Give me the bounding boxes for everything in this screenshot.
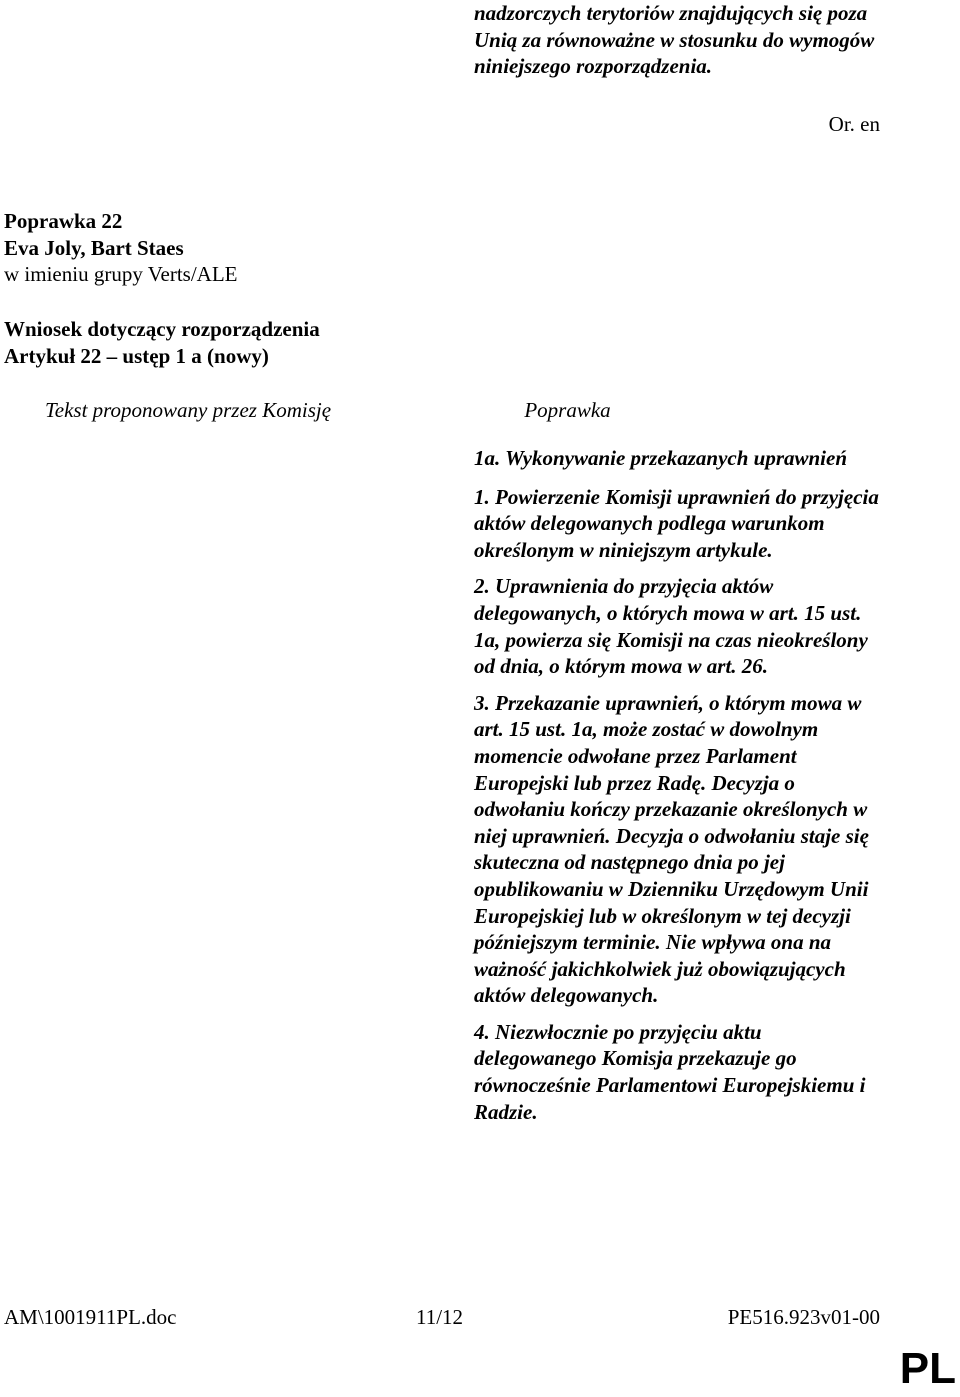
amendment-body xyxy=(474,445,884,1135)
amendment-number: Poprawka 22 xyxy=(4,209,123,233)
amendment-group: w imieniu grupy Verts/ALE xyxy=(4,262,238,286)
amendment-paragraph-3: 3. Przekazanie uprawnień, o którym mowa w art. 15 ust. 1a, może zostać w dowolnym momencie odwołane przez Parlament Europejski lub przez Radę. Decyzja o odwołaniu kończy przekazanie określonych w niej uprawnień. Decyzja o odwołaniu staje się skuteczna od następnego dnia po jej opublikowaniu w Dzienniku Urzędowym Unii Europejskiej lub w określonym w tej decyzji późniejszym terminie. Nie wpływa ona na ważność jakichkolwiek już obowiązujących aktów delegowanych. xyxy=(474,690,869,1008)
amendment-article-title: 1a. Wykonywanie przekazanych uprawnień xyxy=(474,446,848,470)
footer-file-reference: AM\1001911PL.doc xyxy=(4,1305,177,1329)
footer-pe-reference: PE516.923v01-00 xyxy=(727,1305,880,1329)
amendment-paragraph-4: 4. Niezwłocznie po przyjęciu aktu delegowanego Komisja przekazuje go równocześnie Parlamentowi Europejskiemu i Radzie. xyxy=(474,1019,866,1124)
amendment-subject xyxy=(4,316,464,370)
subject-document: Wniosek dotyczący rozporządzenia xyxy=(4,317,320,341)
subject-article: Artykuł 22 – ustęp 1 a (nowy) xyxy=(4,344,269,368)
amendment-header xyxy=(4,208,464,288)
amendment-paragraph-2: 2. Uprawnienia do przyjęcia aktów delegowanych, o których mowa w art. 15 ust. 1a, powierza się Komisji na czas nieokreślony od dnia, o którym mowa w art. 26. xyxy=(474,574,868,679)
column-heading-amendment: Poprawka xyxy=(524,398,611,422)
amendment-paragraph-1: 1. Powierzenie Komisji uprawnień do przyjęcia aktów delegowanych podlega warunkom określonym w niniejszym artykule. xyxy=(474,484,879,562)
language-badge: PL xyxy=(899,1344,956,1393)
column-heading-commission: Tekst proponowany przez Komisję xyxy=(45,398,332,422)
column-heading-amendment-wrap xyxy=(474,396,894,424)
footer-page-number: 11/12 xyxy=(416,1305,464,1329)
original-language-label: Or. en xyxy=(828,112,880,136)
continuation-text: nadzorczych terytoriów znajdujących się poza Unią za równoważne w stosunku do wymogów niniejszego rozporządzenia. xyxy=(474,1,875,78)
amendment-authors: Eva Joly, Bart Staes xyxy=(4,235,184,260)
